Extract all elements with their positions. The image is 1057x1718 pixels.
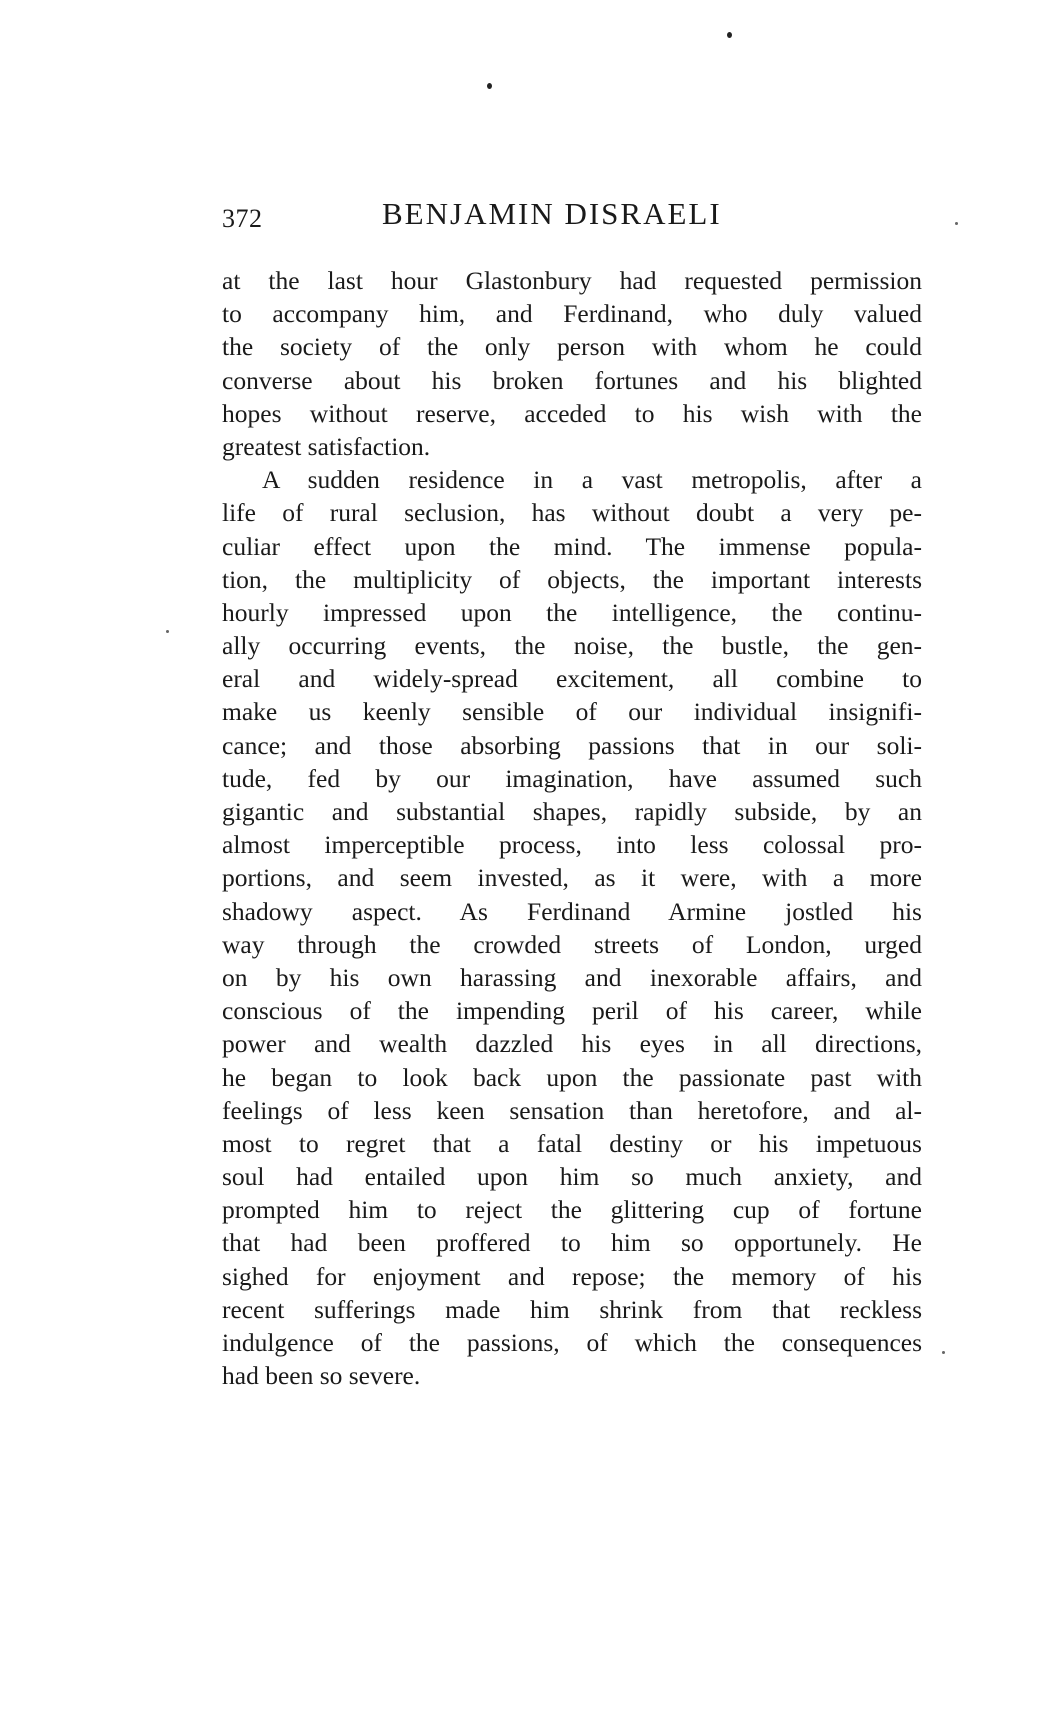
text-line: eral and widely-spread excitement, all combine to [222,664,922,694]
text-line: portions, and seem invested, as it were, with a more [222,863,922,893]
paragraph [222,264,922,463]
text-line: most to regret that a fatal destiny or his impetuous [222,1128,922,1158]
text-line: culiar effect upon the mind. The immense popula- [222,531,922,561]
text-line: A sudden residence in a vast metropolis, after a [262,465,922,495]
text-line: life of rural seclusion, has without doubt a very pe- [222,498,922,528]
text-line: he began to look back upon the passionate past with [222,1062,922,1092]
text-line: sighed for enjoyment and repose; the memory of his [222,1261,922,1291]
paragraph [222,463,922,1392]
body-text [222,264,922,1392]
text-line: had been so severe. [222,1361,421,1391]
text-line: shadowy aspect. As Ferdinand Armine jostled his [222,896,922,926]
text-line: cance; and those absorbing passions that in our soli- [222,730,922,760]
text-line: greatest satisfaction. [222,431,431,461]
text-line: feelings of less keen sensation than heretofore, and al- [222,1095,922,1125]
text-line: to accompany him, and Ferdinand, who duly valued [222,299,922,329]
text-line: almost imperceptible process, into less colossal pro- [222,830,922,860]
text-line: way through the crowded streets of London, urged [222,929,922,959]
text-line: soul had entailed upon him so much anxiety, and [222,1162,922,1192]
scan-speck [487,83,492,89]
text-line: recent sufferings made him shrink from that reckless [222,1294,922,1324]
scan-speck [727,32,732,38]
text-line: power and wealth dazzled his eyes in all directions, [222,1029,922,1059]
text-line: make us keenly sensible of our individual insignifi- [222,697,922,727]
scan-speck [955,222,958,225]
page-number: 372 [222,204,263,233]
text-line: hopes without reserve, acceded to his wish with the [222,398,922,428]
text-line: conscious of the impending peril of his career, while [222,996,922,1026]
scan-speck [942,1351,945,1354]
text-line: that had been proffered to him so opportunely. He [222,1228,922,1258]
text-line: gigantic and substantial shapes, rapidly subside, by an [222,797,922,826]
text-line: on by his own harassing and inexorable affairs, and [222,962,922,992]
text-line: hourly impressed upon the intelligence, the continu- [222,597,922,627]
running-title: BENJAMIN DISRAELI [382,196,722,231]
page-header [222,196,922,246]
text-line: at the last hour Glastonbury had requested permission [222,266,922,295]
text-line: tion, the multiplicity of objects, the important interests [222,564,922,594]
text-line: tude, fed by our imagination, have assumed such [222,763,922,793]
text-line: ally occurring events, the noise, the bustle, the gen- [222,631,922,661]
text-line: the society of the only person with whom he could [222,332,922,362]
text-line: converse about his broken fortunes and his blighted [222,365,922,395]
text-line: prompted him to reject the glittering cup of fortune [222,1195,922,1225]
scan-speck [166,630,169,633]
text-line: indulgence of the passions, of which the consequences [222,1328,922,1357]
